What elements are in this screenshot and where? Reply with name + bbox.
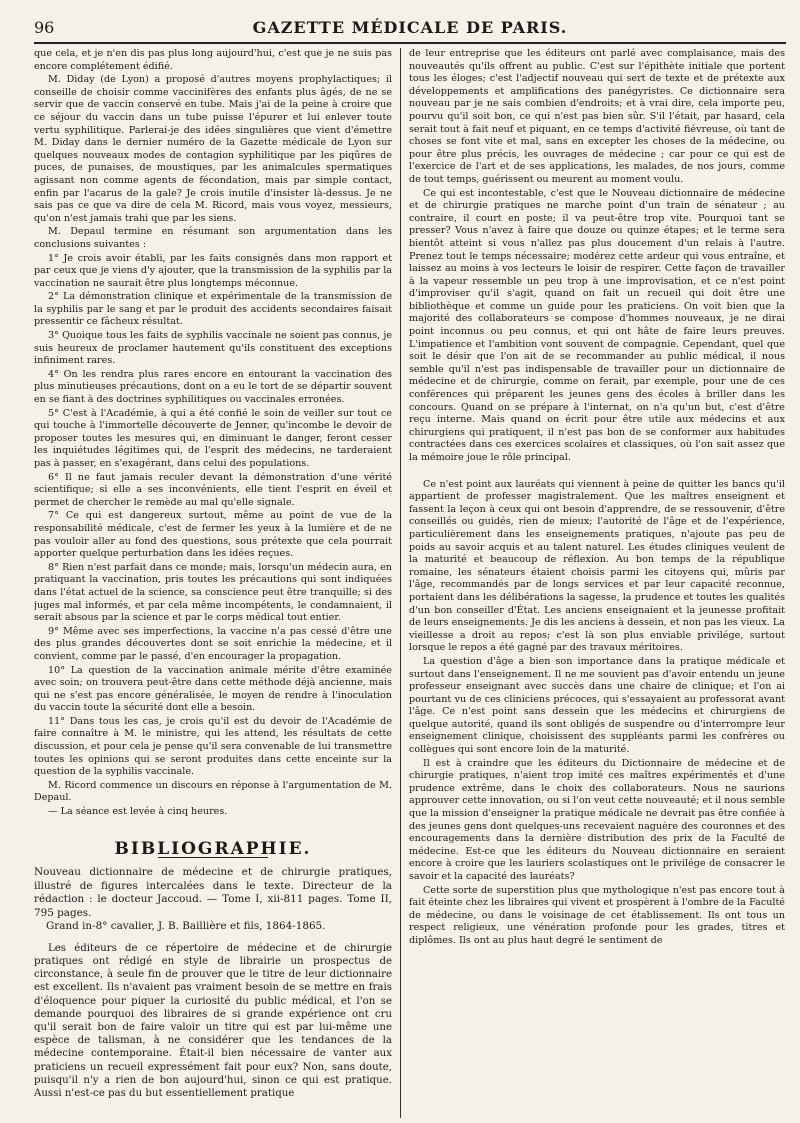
section-title-bibliographie: BIBLIOGRAPHIE. <box>114 838 312 859</box>
right-column <box>409 48 785 1116</box>
conclusion-item: 10° La question de la vaccination animale mérite d'être examinée avec soin; on trouvera peut-être dans cette méthode déjà ancienne, mais qui ne s'est pas encore généralisée, le moyen de rendre à l'inoculation du vaccin toute la sécurité dont elle a besoin. <box>34 664 392 714</box>
conclusion-item: 2° La démonstration clinique et expérimentale de la transmission de la syphilis par le sang et par le produit des accidents secondaires faisait pressentir ce fâcheux résultat. <box>34 291 392 328</box>
paragraph: Cette sorte de superstition plus que mythologique n'est pas encore tout à fait éteinte chez les libraires qui vivent et prospèrent à l'ombre de la Faculté de médecine, ou dans le voisinage de cet établissement. Ils ont tous un respect religieux, une vénération profonde pour les grades, titres et diplômes. Ils ont au plus haut degré le sentiment de <box>409 884 785 946</box>
paragraph: M. Depaul termine en résumant son argumentation dans les conclusions suivantes : <box>34 226 392 250</box>
bibliography-entry <box>34 866 392 934</box>
bibliography-citation: Nouveau dictionnaire de médecine et de chirurgie pratiques, illustré de figures intercalées dans le texte. Directeur de la rédaction : le docteur Jaccoud. — Tome I, xii-811 pages. Tome II, 795 pages. <box>34 866 392 919</box>
paragraph: Il est à craindre que les éditeurs du Dictionnaire de médecine et de chirurgie pratiques, n'aient trop imité ces maîtres expérimentés et d'une prudence extrême, dans le choix des collaborateurs. Nous ne saurions approuver cette innovation, ou si l'on veut cette nouveauté; et il nous semble que la mission d'enseigner la pratique médicale ne devrait pas être confiée à des jeunes gens dont quelques-uns recevaient naguère des couronnes et des encouragements dans la dernière distribution des prix de la Faculté de médecine. Est-ce que les éditeurs du Nouveau dictionnaire en seraient encore à croire que les lauriers scolastiques ont le privilége de consacrer le savoir et la capacité des lauréats? <box>409 757 785 882</box>
conclusion-item: 5° C'est à l'Académie, à qui a été confié le soin de veiller sur tout ce qui touche à l'immortelle découverte de Jenner, qu'incombe le devoir de proposer toutes les mesures qui, en diminuant le danger, feront cesser les inquiétudes légitimes qui, de l'esprit des médecins, ne tarderaient pas à passer, en s'exagérant, dans celui des populations. <box>34 407 392 469</box>
journal-title: GAZETTE MÉDICALE DE PARIS. <box>252 17 568 37</box>
paragraph: M. Diday (de Lyon) a proposé d'autres moyens prophylactiques; il conseille de choisir comme vaccinifères des enfants plus âgés, de ne se servir que de vaccin conservé en tube. Mais j'ai de la peine à croire que ce séjour du vaccin dans un tube puisse l'épurer et lui enlever toute vertu syphilitique. Parlerai-je des idées singulières que vient d'émettre M. Diday dans le dernier numéro de la Gazette médicale de Lyon sur quelques nouveaux modes de contagion syphilitique par les piqûres de puces, de punaises, de moustiques, par les animalcules spermatiques agissant non comme agents de fécondation, mais par simple contact, enfin par l'acarus de la gale? Je crois inutile d'insister là-dessus. Je ne sais pas ce que va dire de cela M. Ricord, mais vous voyez, messieurs, qu'on n'est jamais trahi que par les siens. <box>34 74 392 224</box>
header-rule <box>34 42 786 44</box>
paragraph: — La séance est levée à cinq heures. <box>48 806 228 818</box>
column-divider <box>400 48 401 1118</box>
paragraph: de leur entreprise que les éditeurs ont parlé avec complaisance, mais des nouveautés qu'ils offrent au public. C'est sur l'épithète initiale que portent tous les éloges; c'est l'adjectif nouveau qui sert de texte et de prétexte aux développements et amplifications des panégyristes. Ce dictionnaire sera nouveau par je ne sais combien d'endroits; et à vrai dire, cela importe peu, pourvu qu'il soit bon, ce qui n'est pas bien sûr. S'il l'était, par hasard, cela serait tout à fait neuf et piquant, en ce temps d'activité fiévreuse, où tant de choses se font vite et mal, sans en excepter les choses de la médecine, ou pour être plus précis, les ouvrages de médecine ; car pour ce qui est de l'exercice de l'art et de ses applications, les malades, de nos jours, comme de tout temps, guérissent ou meurent au moment voulu. <box>409 48 785 185</box>
page-header <box>34 14 786 40</box>
bibliography-publisher: Grand in-8° cavalier, J. B. Baillière et fils, 1864-1865. <box>46 920 326 933</box>
page-number: 96 <box>34 17 55 37</box>
paragraph: que cela, et je n'en dis pas plus long aujourd'hui, c'est que je ne suis pas encore complétement édifié. <box>34 48 392 72</box>
paragraph: Les éditeurs de ce répertoire de médecine et de chirurgie pratiques ont rédigé en style de librairie un prospectus de circonstance, à seule fin de prouver que le titre de leur dictionnaire est excellent. Ils n'avaient pas vraiment besoin de se mettre en frais d'éloquence pour piquer la curiosité du public médical, et l'on se demande pourquoi des libraires de si grande expérience ont cru qu'il serait bon de faire valoir un titre qui est par lui-même une espèce de talisman, à ne considérer que les tendances de la médecine contemporaine. Était-il bien nécessaire de vanter aux praticiens un recueil expressément fait pour eux? Non, sans doute, puisqu'il n'y a rien de bon aujourd'hui, sinon ce qui est pratique. Aussi n'est-ce pas du but essentiellement pratique <box>34 942 392 1099</box>
conclusion-item: 6° Il ne faut jamais reculer devant la démonstration d'une vérité scientifique; si elle a ses inconvénients, elle tient l'esprit en éveil et permet de chercher le remède au mal qu'elle signale. <box>34 471 392 508</box>
left-column <box>34 48 392 1116</box>
paragraph: La question d'âge a bien son importance dans la pratique médicale et surtout dans l'enseignement. Il ne me souvient pas d'avoir entendu un jeune professeur enseignant avec succès dans une chaire de clinique; et l'on ai pourtant vu de ces cliniciens précoces, qui s'essayaient au professorat avant l'âge. Ce n'est point sans dessein que les médecins et chirurgiens de quelque autorité, quand ils sont obligés de suspendre ou d'interrompre leur enseignement clinique, choisissent des suppléants parmi les confrères ou collègues qui sont encore loin de la maturité. <box>409 655 785 756</box>
review-text <box>34 942 392 1100</box>
conclusion-item: 1° Je crois avoir établi, par les faits consignés dans mon rapport et par ceux que je viens d'y ajouter, que la transmission de la syphilis par la vaccination ne saurait être plus longtemps méconnue. <box>34 252 392 289</box>
conclusion-item: 8° Rien n'est parfait dans ce monde; mais, lorsqu'un médecin aura, en pratiquant la vaccination, pris toutes les précautions qui sont indiquées dans l'état actuel de la science, sa conscience peut être tranquille; si des juges mal informés, et par cela même incompétents, le condamnaient, il serait absous par la science et par le corps médical tout entier. <box>34 561 392 624</box>
paragraph: M. Ricord commence un discours en réponse à l'argumentation de M. Depaul. <box>34 779 392 804</box>
paragraph: Ce qui est incontestable, c'est que le Nouveau dictionnaire de médecine et de chirurgie pratiques ne marche point d'un train de sénateur ; au contraire, il court en poste; il va peut-être trop vite. Pourquoi tant se presser? Vous n'avez à faire que douze ou quinze étapes; et le terme sera bientôt atteint si vous n'allez pas plus doucement d'un relais à l'autre. Prenez tout le temps nécessaire; modérez cette ardeur qui vous entraîne, et laissez au moins à vos lecteurs le loisir de respirer. Cette façon de travailler à la vapeur ressemble un peu trop à une improvisation, et ce n'est point d'improviser qu'il s'agit, quand on fait un recueil qui doit être une bibliothèque et comme un guide pour les praticiens. On voit bien que la majorité des collaborateurs se compose d'hommes nouveaux, je ne dirai point inconnus ou peu connus, et qui ont hâte de faire leurs preuves. L'impatience et l'ambition vont souvent de compagnie. Cependant, quel que soit le désir que l'on ait de se recommander au public médical, il nous semble qu'il n'est pas indispensable de travailler pour un dictionnaire de médecine et de chirurgie, comme on ferait, par exemple, pour une de ces conférences qui préparent les jeunes gens des écoles à briller dans les concours. Quand on se prépare à l'internat, on n'a qu'un but, c'est d'être reçu interne. Mais quand on écrit pour être utile aux médecins et aux chirurgiens qui pratiquent, il n'est pas bon de se conformer aux habitudes contractées dans ces exercices scolaires et classiques, où l'on sait assez que la mémoire joue le rôle principal. <box>409 187 785 463</box>
conclusion-item: 3° Quoique tous les faits de syphilis vaccinale ne soient pas connus, je suis heureux de proclamer hautement qu'ils constituent des exceptions infiniment rares. <box>34 330 392 367</box>
conclusion-item: 11° Dans tous les cas, je crois qu'il est du devoir de l'Académie de faire connaître à M. le ministre, qui les attend, les résultats de cette discussion, et pour cela je pense qu'il sera convenable de lui transmettre toutes les opinions qui se seront produites dans cette enceinte sur la question de la syphilis vaccinale. <box>34 715 392 778</box>
conclusion-item: 9° Même avec ses imperfections, la vaccine n'a pas cessé d'être une des plus grandes découvertes dont se soit enrichie la médecine, et il convient, comme par le passé, d'en encourager la propagation. <box>34 625 392 662</box>
paragraph: Ce n'est point aux lauréats qui viennent à peine de quitter les bancs qu'il appartient de professer magistralement. Que les maîtres enseignent et fassent la leçon à ceux qui ont besoin d'apprendre, de se ressouvenir, d'être conseillés ou guidés, rien de mieux; l'autorité de l'âge et de l'expérience, particulièrement dans les enseignements pratiques, n'ajoute pas peu de poids au savoir acquis et au talent naturel. Les études cliniques veulent de la maturité et beaucoup de réflexion. Au bon temps de la république romaine, les sénateurs étaient choisis parmi les citoyens qui, mûris par l'âge, recommandés par de longs services et par leur capacité reconnue, portaient dans les délibérations la sagesse, la prudence et toutes les qualités d'un bon conseiller d'État. Les anciens enseignaient et la jeunesse profitait de leurs enseignements. Je dis les anciens à dessein, et non pas les vieux. La vieillesse a droit au repos; c'est là son plus enviable privilége, surtout lorsque le repos a été gagné par des travaux méritoires. <box>409 478 785 654</box>
conclusion-item: 7° Ce qui est dangereux surtout, même au point de vue de la responsabilité médicale, c'est de fermer les yeux à la lumière et de ne pas vouloir aller au fond des questions, sous prétexte que cela pourrait apporter quelque perturbation dans les idées reçues. <box>34 510 392 560</box>
conclusion-item: 4° On les rendra plus rares encore en entourant la vaccination des plus minutieuses précautions, dont on a eu le tort de se départir souvent en se fiant à des doctrines syphilitiques ou vaccinales erronées. <box>34 368 392 406</box>
